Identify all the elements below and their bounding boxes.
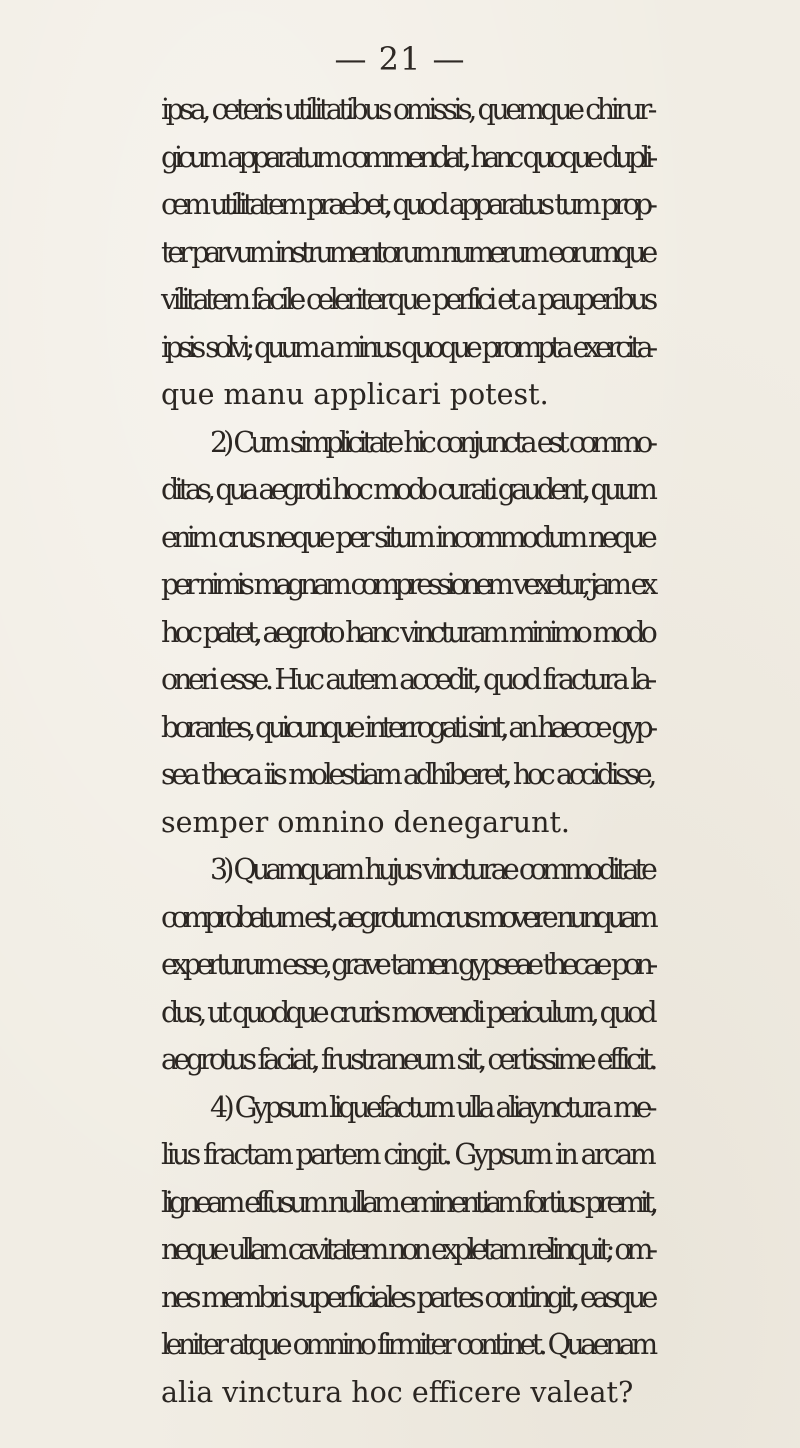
text-line: hoc patet, aegroto hanc vincturam minimo modo: [161, 615, 653, 649]
text-line: semper omnino denegarunt.: [161, 805, 570, 839]
text-line: ipsis solvi; quum a minus quoque prompta exercita-: [161, 330, 653, 364]
text-line: sea theca iis molestiam adhiberet, hoc accidisse,: [161, 758, 653, 791]
text-line: nes membri superficiales partes contingit, easque: [161, 1280, 654, 1314]
text-line: per nimis magnam compressionem vexetur, jam ex: [161, 568, 653, 601]
text-line: gicum apparatum commendat, hanc quoque dupli-: [161, 140, 653, 174]
text-line: ipsa, ceteris utilitatibus omissis, quemque chirur-: [161, 93, 653, 126]
text-line: dus, ut quodque cruris movendi periculum, quod: [161, 995, 653, 1029]
text-line: leniter atque omnino firmiter continet. Quaenam: [161, 1328, 654, 1361]
text-line: ter parvum instrumentorum numerum eorumque: [161, 235, 653, 269]
text-line: oneri esse. Huc autem accedit, quod fractura la-: [161, 663, 653, 696]
paragraph-start-line: 3) Quamquam hujus vincturae commoditate: [210, 853, 653, 886]
text-line: comprobatum est, aegrotum crus movere nunquam: [161, 900, 653, 934]
text-line: lius fractam partem cingit. Gypsum in arcam: [161, 1138, 653, 1171]
paragraph-start-line: 2) Cum simplicitate hic conjuncta est commo-: [210, 425, 653, 459]
text-line: aegrotus faciat, frustraneum sit, certissime efficit.: [161, 1043, 654, 1076]
text-line: cem utilitatem praebet, quod apparatus tum prop-: [161, 188, 653, 221]
text-line: borantes, quicunque interrogati sint, an haecce gyp-: [161, 710, 653, 744]
text-line: que manu applicari potest.: [161, 378, 549, 411]
text-line: neque ullam cavitatem non expletam relinquit; om-: [161, 1233, 653, 1266]
text-line: ligneam effusum nullam eminentiam fortius premit,: [161, 1185, 654, 1219]
text-line: enim crus neque per situm incommodum neque: [161, 520, 653, 554]
text-line: ditas, qua aegroti hoc modo curati gaudent, quum: [161, 473, 653, 506]
text-line: vilitatem facile celeriterque perfici et a pauperibus: [161, 283, 654, 316]
text-line: alia vinctura hoc efficere valeat?: [161, 1375, 634, 1409]
page-number: — 21 —: [334, 40, 466, 78]
paragraph-start-line: 4) Gypsum liquefactum ulla aliaynctura me-: [210, 1090, 653, 1124]
text-line: experturum esse, grave tamen gypseae thecae pon-: [161, 948, 653, 981]
